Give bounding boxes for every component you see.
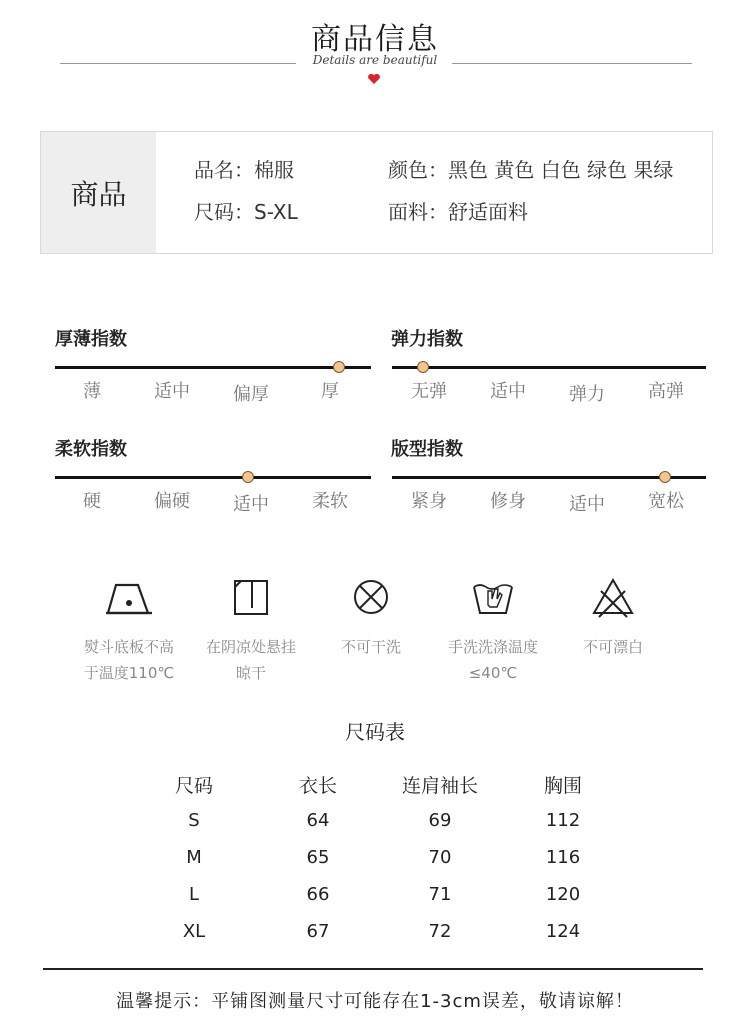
index-scale-label: 无弹 [411, 381, 447, 402]
index-scale-label: 偏厚 [233, 384, 269, 405]
index-level-marker [659, 471, 671, 483]
size-table-cell: S [188, 810, 200, 831]
size-table-cell: 124 [545, 921, 581, 942]
size-table-header: 胸围 [543, 775, 582, 797]
section-subtitle: Details are beautiful [312, 53, 438, 67]
index-title: 厚薄指数 [55, 329, 127, 350]
size-table-cell: 64 [306, 810, 330, 831]
size-table-cell: 72 [428, 921, 452, 942]
section-title: 商品信息 [311, 22, 439, 57]
index-title: 版型指数 [391, 439, 463, 460]
hand-wash-icon [468, 575, 518, 619]
index-level-marker [417, 361, 429, 373]
iron-low-temp-icon [104, 575, 154, 619]
size-table-cell: 66 [306, 884, 330, 905]
index-scale-label: 硬 [83, 491, 101, 512]
product-size-range: 尺码：S-XL [194, 200, 298, 224]
size-table-cell: L [188, 884, 200, 905]
title-divider-left [60, 63, 296, 64]
index-scale-line [392, 366, 706, 369]
index-level-marker [242, 471, 254, 483]
index-title: 弹力指数 [391, 329, 463, 350]
index-level-marker [333, 361, 345, 373]
index-scale-label: 紧身 [411, 491, 447, 512]
heart-icon [367, 73, 381, 85]
size-table-cell: 120 [545, 884, 581, 905]
product-info-box [40, 131, 713, 254]
index-scale-label: 偏硬 [154, 491, 190, 512]
index-scale-label: 适中 [490, 381, 526, 402]
index-scale-label: 适中 [154, 381, 190, 402]
size-table-cell: 116 [545, 847, 581, 868]
size-table-header: 衣长 [298, 775, 337, 797]
index-scale-label: 柔软 [312, 491, 348, 512]
index-scale-line [55, 476, 371, 479]
product-name: 品名：棉服 [194, 158, 294, 182]
index-scale-label: 宽松 [648, 491, 684, 512]
product-info-label: 商品 [41, 132, 156, 253]
size-table-cell: M [186, 847, 202, 868]
index-scale-label: 弹力 [569, 384, 605, 405]
size-table-cell: XL [182, 921, 206, 942]
size-table-cell: 70 [428, 847, 452, 868]
drip-dry-shade-icon [226, 575, 276, 619]
care-text-iron: 熨斗底板不高 于温度110℃ [83, 638, 175, 682]
index-title: 柔软指数 [55, 439, 127, 460]
care-text-hand-wash: 手洗洗涤温度 ≤40℃ [447, 638, 538, 682]
no-dry-clean-icon [346, 575, 396, 619]
no-bleach-icon [588, 575, 638, 619]
care-text-no-dry-clean: 不可干洗 [340, 638, 401, 656]
index-scale-line [55, 366, 371, 369]
size-table-cell: 69 [428, 810, 452, 831]
product-colors: 颜色：黑色 黄色 白色 绿色 果绿 [388, 158, 674, 182]
index-scale-label: 高弹 [648, 381, 684, 402]
size-table-cell: 67 [306, 921, 330, 942]
care-text-no-bleach: 不可漂白 [582, 638, 643, 656]
size-table-header: 尺码 [174, 775, 213, 797]
care-text-dry: 在阴凉处悬挂 晾干 [205, 638, 296, 682]
size-table-cell: 71 [428, 884, 452, 905]
bottom-divider [43, 968, 703, 970]
size-table-header: 连肩袖长 [401, 775, 478, 797]
product-fabric: 面料：舒适面料 [388, 200, 528, 224]
size-table-cell: 112 [545, 810, 581, 831]
measurement-tip: 温馨提示：平铺图测量尺寸可能存在1-3cm误差，敬请谅解！ [116, 991, 634, 1012]
index-scale-label: 厚 [321, 381, 339, 402]
size-table-title: 尺码表 [345, 720, 405, 744]
title-divider-right [452, 63, 692, 64]
index-scale-label: 修身 [490, 491, 526, 512]
index-scale-label: 薄 [83, 381, 101, 402]
index-scale-label: 适中 [233, 494, 269, 515]
index-scale-label: 适中 [569, 494, 605, 515]
size-table-cell: 65 [306, 847, 330, 868]
